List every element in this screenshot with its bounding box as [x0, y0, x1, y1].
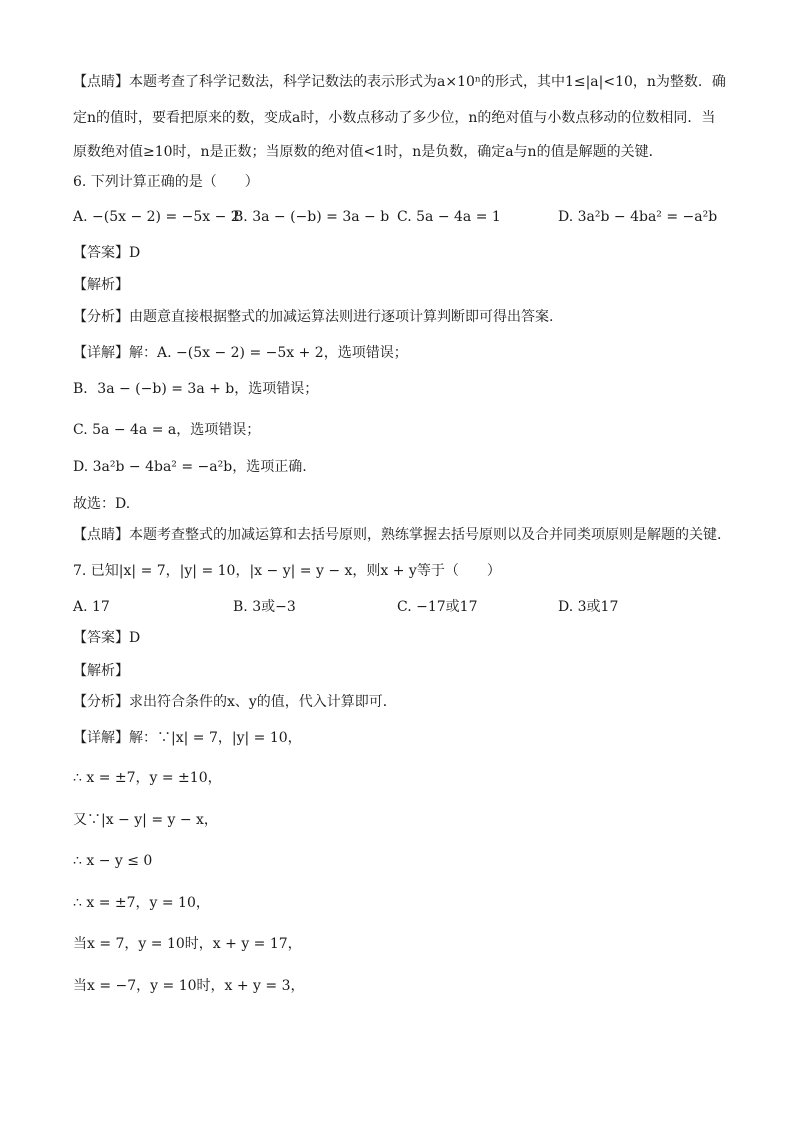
q6-option-a: A. −(5x − 2) = −5x − 2: [73, 209, 240, 225]
q7-detail-4: ∴ x − y ≤ 0: [73, 853, 153, 869]
q7-detail-5: ∴ x = ±7，y = 10，: [73, 895, 210, 911]
q7-detail-3: 又∵|x − y| = y − x，: [73, 812, 218, 828]
q7-answer: 【答案】D: [73, 630, 141, 646]
q7-analysis: 【分析】求出符合条件的x、y的值，代入计算即可．: [73, 694, 397, 710]
q6-detail-b: B．3a − (−b) = 3a + b，选项错误；: [73, 381, 319, 397]
q7-detail-6: 当x = 7，y = 10时，x + y = 17，: [73, 936, 302, 952]
q7-option-d: D. 3或17: [558, 599, 619, 615]
point-note-line-1: 【点睛】本题考查了科学记数法，科学记数法的表示形式为a×10ⁿ的形式，其中1≤|a|<10，n为整数．确: [73, 74, 726, 90]
q6-analysis-heading: 【解析】: [73, 277, 129, 293]
q6-detail-d: D. 3a²b − 4ba² = −a²b，选项正确.: [73, 459, 307, 475]
q6-option-d: D. 3a²b − 4ba² = −a²b: [558, 209, 718, 225]
q7-analysis-heading: 【解析】: [73, 663, 129, 679]
q6-conclusion: 故选：D.: [73, 496, 131, 512]
point-note-line-3: 原数绝对值≥10时，n是正数；当原数的绝对值<1时，n是负数，确定a与n的值是解题的关键．: [73, 144, 663, 160]
q6-option-b: B. 3a − (−b) = 3a − b: [233, 209, 390, 225]
q6-detail-a: 【详解】解：A. −(5x − 2) = −5x + 2，选项错误；: [73, 345, 408, 361]
q7-option-b: B. 3或−3: [233, 599, 296, 615]
q7-detail-2: ∴ x = ±7，y = ±10，: [73, 770, 222, 786]
q6-answer: 【答案】D: [73, 245, 141, 261]
question-7-stem: 7. 已知|x| = 7，|y| = 10，|x − y| = y − x，则x + y等于（ ）: [73, 563, 501, 579]
q7-detail-7: 当x = −7，y = 10时，x + y = 3，: [73, 978, 305, 994]
q7-option-a: A. 17: [73, 599, 110, 615]
q6-analysis: 【分析】由题意直接根据整式的加减运算法则进行逐项计算判断即可得出答案.: [73, 309, 554, 325]
q7-detail-1: 【详解】解：∵|x| = 7，|y| = 10，: [73, 730, 302, 746]
q6-option-c: C. 5a − 4a = 1: [397, 209, 501, 225]
point-note-line-2: 定n的值时，要看把原来的数，变成a时，小数点移动了多少位，n的绝对值与小数点移动的位数相同．当: [73, 110, 716, 126]
q7-option-c: C. −17或17: [397, 599, 478, 615]
question-6-stem: 6. 下列计算正确的是（ ）: [73, 174, 259, 190]
q6-detail-c: C. 5a − 4a = a，选项错误；: [73, 422, 261, 438]
q6-point-note: 【点睛】本题考查整式的加减运算和去括号原则，熟练掌握去括号原则以及合并同类项原则是解题的关键.: [73, 527, 722, 543]
